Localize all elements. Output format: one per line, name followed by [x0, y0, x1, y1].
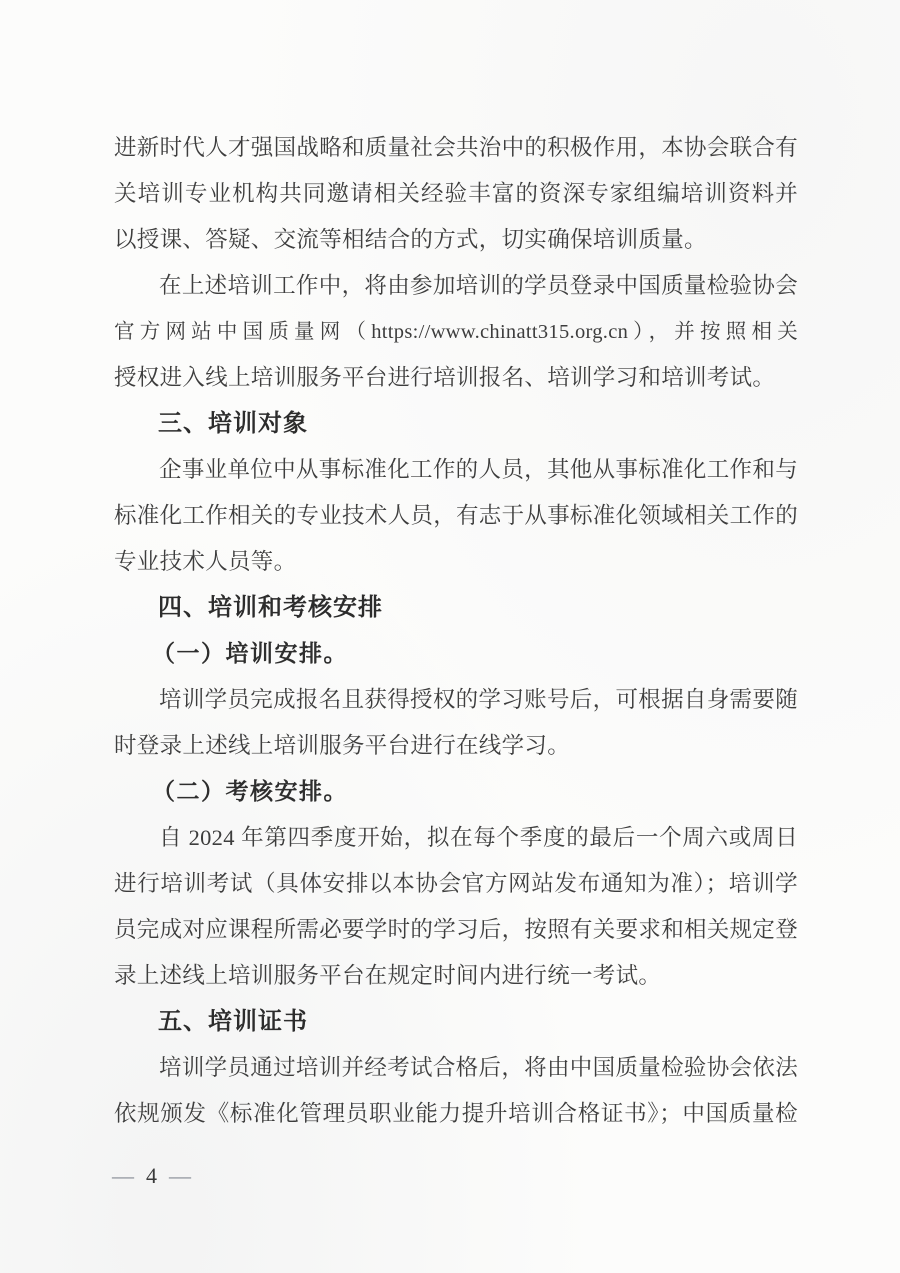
paragraph-line: 进新时代人才强国战略和质量社会共治中的积极作用，本协会联合有 [114, 135, 799, 160]
paragraph-line: 在上述培训工作中，将由参加培训的学员登录中国质量检验协会 [159, 273, 798, 298]
paragraph-line: 以授课、答疑、交流等相结合的方式，切实确保培训质量。 [114, 227, 707, 252]
paragraph-line: 专业技术人员等。 [114, 549, 297, 574]
subsection-heading-exam-arrangement: （二）考核安排。 [152, 779, 348, 804]
document-text-block [114, 125, 798, 1137]
paragraph-line: 录上述线上培训服务平台在规定时间内进行统一考试。 [114, 963, 662, 988]
paragraph-line: 时登录上述线上培训服务平台进行在线学习。 [114, 733, 571, 758]
paragraph-line: 培训学员完成报名且获得授权的学习账号后，可根据自身需要随 [159, 687, 798, 712]
section-heading-certificate: 五、培训证书 [158, 1008, 308, 1035]
page-footer [112, 1160, 191, 1192]
paragraph-line: 关培训专业机构共同邀请相关经验丰富的资深专家组编培训资料并 [114, 181, 798, 206]
footer-right-dash: — [169, 1163, 191, 1188]
paragraph-line: 授权进入线上培训服务平台进行培训报名、培训学习和培训考试。 [114, 365, 776, 390]
paragraph-line: 培训学员通过培训并经考试合格后，将由中国质量检验协会依法 [159, 1055, 798, 1080]
section-heading-training-audience: 三、培训对象 [158, 410, 308, 437]
paragraph-line: 员完成对应课程所需必要学时的学习后，按照有关要求和相关规定登 [114, 917, 799, 942]
paragraph-line: 标准化工作相关的专业技术人员，有志于从事标准化领域相关工作的 [114, 503, 799, 528]
subsection-heading-training-arrangement: （一）培训安排。 [152, 641, 348, 666]
paragraph-line-with-url: 官方网站中国质量网（https://www.chinatt315.org.cn），并按照相关 [114, 321, 798, 343]
paragraph-line: 企事业单位中从事标准化工作的人员，其他从事标准化工作和与 [159, 457, 798, 482]
paragraph-line: 自 2024 年第四季度开始，拟在每个季度的最后一个周六或周日 [159, 825, 798, 850]
paragraph-line: 进行培训考试（具体安排以本协会官方网站发布通知为准）；培训学 [114, 871, 798, 896]
page-number: 4 [146, 1163, 157, 1188]
paragraph-line: 依规颁发《标准化管理员职业能力提升培训合格证书》；中国质量检 [114, 1101, 798, 1126]
footer-left-dash: — [112, 1163, 134, 1188]
section-heading-training-exam-arrangement: 四、培训和考核安排 [158, 594, 383, 621]
